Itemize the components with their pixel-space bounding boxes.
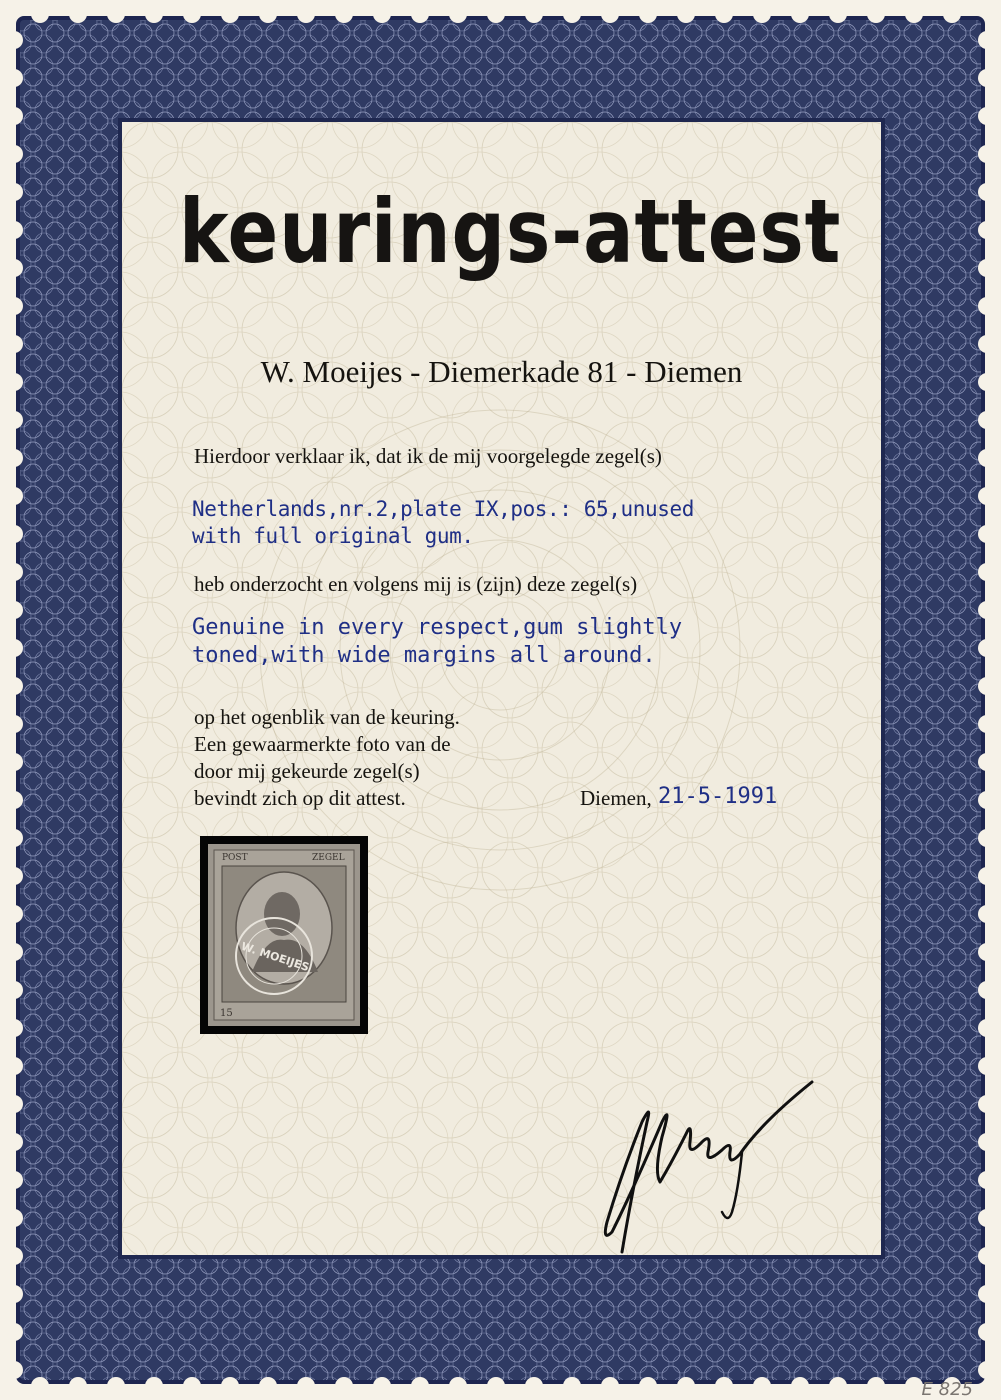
border-scallop [978, 1057, 996, 1075]
description-line-2: with full original gum. [192, 524, 474, 548]
border-scallop [978, 677, 996, 695]
border-scallop [5, 373, 23, 391]
handwritten-signature [562, 1042, 822, 1272]
border-scallop [335, 1377, 353, 1395]
border-scallop [5, 221, 23, 239]
border-scallop [69, 5, 87, 23]
border-scallop [5, 145, 23, 163]
verdict-line-1: Genuine in every respect,gum slightly [192, 615, 683, 640]
border-scallop [525, 5, 543, 23]
border-scallop [978, 449, 996, 467]
border-scallop [449, 5, 467, 23]
border-scallop [978, 639, 996, 657]
stamp-post-label: POST [222, 853, 248, 863]
border-scallop [69, 1377, 87, 1395]
mid-text: heb onderzocht en volgens mij is (zijn) deze zegel(s) [194, 572, 638, 596]
border-scallop [978, 221, 996, 239]
border-scallop [978, 1285, 996, 1303]
border-scallop [5, 677, 23, 695]
closing-line-1: op het ogenblik van de keuring. [194, 705, 460, 729]
border-scallop [5, 69, 23, 87]
border-scallop [978, 145, 996, 163]
border-scallop [5, 829, 23, 847]
border-scallop [5, 905, 23, 923]
border-scallop [5, 981, 23, 999]
border-scallop [5, 487, 23, 505]
border-scallop [5, 525, 23, 543]
border-scallop [5, 1285, 23, 1303]
certificate-title: keurings-attest [178, 180, 842, 283]
border-scallop [221, 1377, 239, 1395]
closing-line-2: Een gewaarmerkte foto van de [194, 732, 451, 756]
border-scallop [107, 1377, 125, 1395]
border-scallop [829, 5, 847, 23]
stamp-zegel-label: ZEGEL [312, 853, 345, 863]
border-scallop [978, 1019, 996, 1037]
border-scallop [978, 867, 996, 885]
border-scallop [978, 905, 996, 923]
border-scallop [183, 1377, 201, 1395]
border-scallop [5, 1057, 23, 1075]
border-scallop [487, 1377, 505, 1395]
border-scallop [978, 525, 996, 543]
border-scallop [978, 1247, 996, 1265]
border-scallop [487, 5, 505, 23]
border-scallop [5, 753, 23, 771]
closing-line-4: bevindt zich op dit attest. [194, 786, 406, 810]
border-scallop [978, 1133, 996, 1151]
border-scallop [601, 1377, 619, 1395]
border-scallop [5, 1171, 23, 1189]
description-line-1: Netherlands,nr.2,plate IX,pos.: 65,unused [192, 497, 694, 521]
border-scallop [5, 411, 23, 429]
border-scallop [978, 259, 996, 277]
border-scallop [601, 5, 619, 23]
border-scallop [5, 1133, 23, 1151]
border-scallop [5, 715, 23, 733]
border-scallop [5, 1323, 23, 1341]
border-scallop [639, 5, 657, 23]
border-scallop [411, 1377, 429, 1395]
border-scallop [867, 1377, 885, 1395]
border-scallop [715, 1377, 733, 1395]
border-scallop [31, 1377, 49, 1395]
border-scallop [978, 1209, 996, 1227]
border-scallop [978, 297, 996, 315]
border-scallop [5, 449, 23, 467]
border-scallop [5, 1247, 23, 1265]
border-scallop [335, 5, 353, 23]
border-scallop [791, 5, 809, 23]
border-scallop [107, 5, 125, 23]
border-scallop [978, 981, 996, 999]
border-scallop [978, 601, 996, 619]
border-scallop [978, 563, 996, 581]
border-scallop [5, 31, 23, 49]
border-scallop [715, 5, 733, 23]
border-scallop [639, 1377, 657, 1395]
border-scallop [5, 1095, 23, 1113]
border-scallop [753, 1377, 771, 1395]
border-scallop [5, 867, 23, 885]
border-scallop [978, 791, 996, 809]
border-scallop [978, 411, 996, 429]
border-scallop [978, 1323, 996, 1341]
border-scallop [978, 829, 996, 847]
border-scallop [563, 5, 581, 23]
border-scallop [978, 31, 996, 49]
border-scallop [31, 5, 49, 23]
border-scallop [5, 563, 23, 581]
border-scallop [259, 1377, 277, 1395]
border-scallop [183, 5, 201, 23]
border-scallop [943, 5, 961, 23]
border-scallop [978, 943, 996, 961]
border-scallop [5, 601, 23, 619]
border-scallop [5, 183, 23, 201]
closing-line-3: door mij gekeurde zegel(s) [194, 759, 420, 783]
border-scallop [411, 5, 429, 23]
border-scallop [978, 107, 996, 125]
border-scallop [297, 1377, 315, 1395]
border-scallop [978, 1361, 996, 1379]
border-scallop [978, 1095, 996, 1113]
border-scallop [677, 1377, 695, 1395]
stamp-value: 15 [220, 1008, 233, 1019]
border-scallop [5, 297, 23, 315]
border-scallop [978, 183, 996, 201]
border-scallop [867, 5, 885, 23]
border-scallop [221, 5, 239, 23]
pencil-note: E 825 [921, 1379, 973, 1400]
border-scallop [5, 791, 23, 809]
border-scallop [978, 715, 996, 733]
border-scallop [297, 5, 315, 23]
issuer-address: W. Moeijes - Diemerkade 81 - Diemen [260, 354, 743, 389]
border-scallop [373, 1377, 391, 1395]
border-scallop [145, 1377, 163, 1395]
place-label: Diemen, [580, 786, 652, 810]
border-scallop [449, 1377, 467, 1395]
border-scallop [978, 69, 996, 87]
border-scallop [905, 1377, 923, 1395]
border-scallop [978, 1171, 996, 1189]
border-scallop [5, 1361, 23, 1379]
border-scallop [563, 1377, 581, 1395]
intro-text: Hierdoor verklaar ik, dat ik de mij voorgelegde zegel(s) [194, 444, 662, 468]
border-scallop [978, 373, 996, 391]
border-scallop [145, 5, 163, 23]
border-scallop [677, 5, 695, 23]
border-scallop [978, 753, 996, 771]
verdict-line-2: toned,with wide margins all around. [192, 643, 656, 668]
issue-date: 21-5-1991 [658, 784, 778, 809]
border-scallop [5, 1019, 23, 1037]
border-scallop [373, 5, 391, 23]
border-scallop [5, 943, 23, 961]
border-scallop [905, 5, 923, 23]
border-scallop [978, 335, 996, 353]
stamp-photo [200, 836, 368, 1034]
border-scallop [5, 107, 23, 125]
border-scallop [753, 5, 771, 23]
border-scallop [5, 259, 23, 277]
border-scallop [791, 1377, 809, 1395]
border-scallop [525, 1377, 543, 1395]
border-scallop [5, 1209, 23, 1227]
border-scallop [829, 1377, 847, 1395]
border-scallop [5, 639, 23, 657]
border-scallop [259, 5, 277, 23]
certificate-panel [122, 122, 881, 1255]
border-scallop [5, 335, 23, 353]
handstamp-text: W. MOEIJES [239, 939, 311, 974]
stamp-image [208, 844, 360, 1026]
border-scallop [978, 487, 996, 505]
